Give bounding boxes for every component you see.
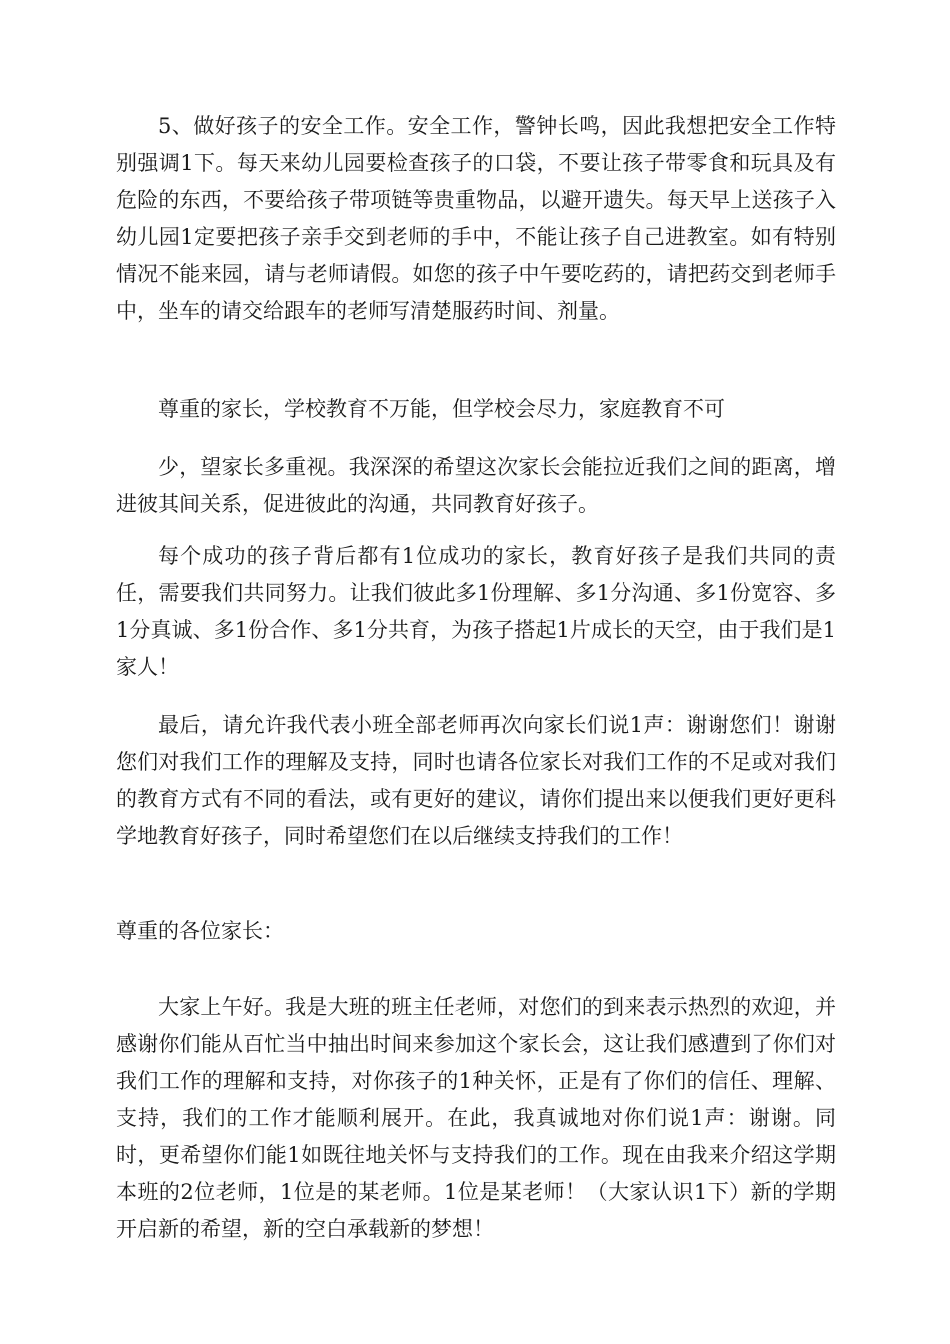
paragraph-thanks: 最后，请允许我代表小班全部老师再次向家长们说1声：谢谢您们！谢谢您们对我们工作的理解及支持，同时也请各位家长对我们工作的不足或对我们的教育方式有不同的看法，或有更好的建议，请你们提出来以便我们更好更科学地教育好孩子，同时希望您们在以后继续支持我们的工作！ (116, 713, 836, 848)
paragraph-school-education: 尊重的家长，学校教育不万能，但学校会尽力，家庭教育不可 (158, 397, 725, 421)
salutation: 尊重的各位家长： (116, 919, 284, 943)
paragraph-parent-attention: 少，望家长多重视。我深深的希望这次家长会能拉近我们之间的距离，增进彼其间关系，促进彼此的沟通，共同教育好孩子。 (116, 455, 836, 516)
paragraph-greeting: 大家上午好。我是大班的班主任老师，对您们的到来表示热烈的欢迎，并感谢你们能从百忙当中抽出时间来参加这个家长会，这让我们感遭到了你们对我们工作的理解和支持，对你孩子的1种关怀，正是有了你们的信任、理解、支持，我们的工作才能顺利展开。在此，我真诚地对你们说1声：谢谢。同时，更希望你们能1如既往地关怀与支持我们的工作。现在由我来介绍这学期本班的2位老师，1位是的某老师。1位是某老师！（大家认识1下）新的学期开启新的希望，新的空白承载新的梦想！ (116, 995, 836, 1241)
paragraph-safety: 5、做好孩子的安全工作。安全工作，警钟长鸣，因此我想把安全工作特别强调1下。每天来幼儿园要检查孩子的口袋，不要让孩子带零食和玩具及有危险的东西，不要给孩子带项链等贵重物品，以避开遗失。每天早上送孩子入幼儿园1定要把孩子亲手交到老师的手中，不能让孩子自己进教室。如有特别情况不能来园，请与老师请假。如您的孩子中午要吃药的，请把药交到老师手中，坐车的请交给跟车的老师写清楚服药时间、剂量。 (116, 114, 836, 323)
paragraph-successful-child: 每个成功的孩子背后都有1位成功的家长，教育好孩子是我们共同的责任，需要我们共同努力。让我们彼此多1份理解、多1分沟通、多1份宽容、多1分真诚、多1份合作、多1分共育，为孩子搭起1片成长的天空，由于我们是1家人！ (116, 544, 836, 679)
